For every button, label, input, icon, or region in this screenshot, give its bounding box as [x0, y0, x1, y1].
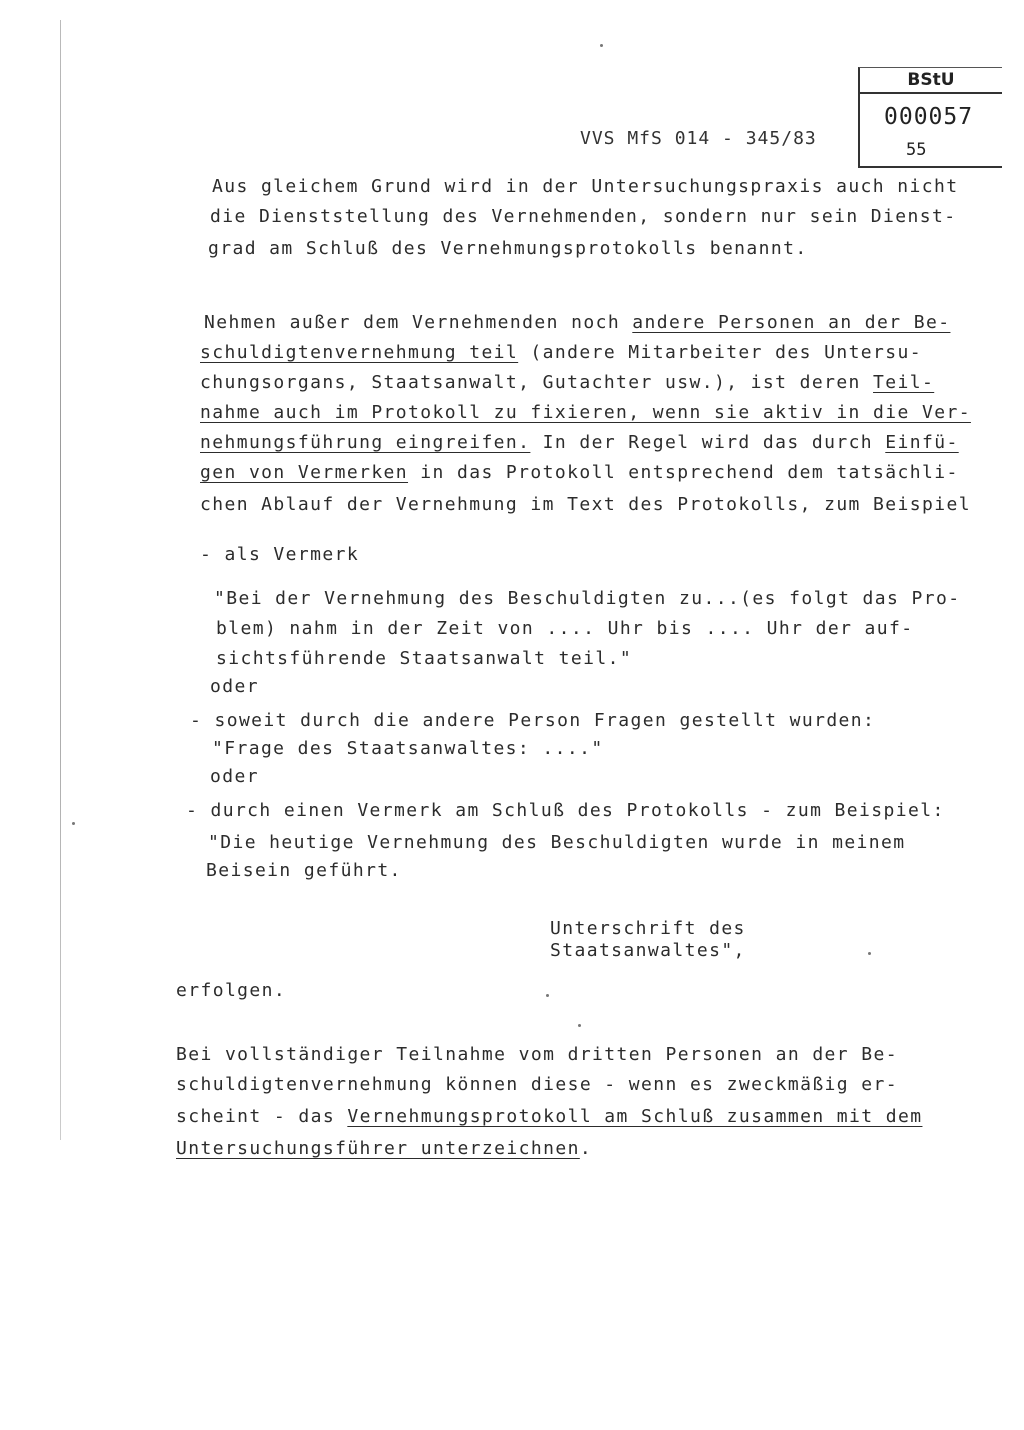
p3-line-2: schuldigtenvernehmung können diese - wenn es zweckmäßig er-: [176, 1074, 898, 1095]
quote1-line-3: sichtsführende Staatsanwalt teil.": [216, 648, 633, 669]
p3-line-3: scheint - das Vernehmungsprotokoll am Schluß zusammen mit dem: [176, 1106, 923, 1127]
scan-speck: [72, 822, 75, 825]
p2-line-4: nahme auch im Protokoll zu fixieren, wenn sie aktiv in die Ver-: [200, 402, 971, 423]
oder-1: oder: [210, 676, 259, 697]
p3-line-1: Bei vollständiger Teilnahme vom dritten Personen an der Be-: [176, 1044, 898, 1065]
erfolgen-text: erfolgen.: [176, 980, 287, 1001]
p2-line-1: Nehmen außer dem Vernehmenden noch andere Personen an der Be-: [204, 312, 951, 333]
scan-speck: [600, 44, 603, 47]
scan-speck: [868, 952, 871, 955]
p2-line-7: chen Ablauf der Vernehmung im Text des Protokolls, zum Beispiel: [200, 494, 971, 515]
p1-line-3: grad am Schluß des Vernehmungsprotokolls benannt.: [208, 238, 808, 259]
p1-line-2: die Dienststellung des Vernehmenden, sondern nur sein Dienst-: [210, 206, 957, 227]
stamp-org: BStU: [860, 68, 1002, 94]
page-edge-line: [60, 20, 61, 1140]
quote3-line-2: Beisein geführt.: [206, 860, 402, 881]
oder-2: oder: [210, 766, 259, 787]
stamp-page-number: 55: [906, 140, 927, 160]
example-item-2: - soweit durch die andere Person Fragen gestellt wurden:: [190, 710, 876, 731]
signature-line-2: Staatsanwaltes",: [550, 940, 746, 961]
p2-line-2: schuldigtenvernehmung teil (andere Mitarbeiter des Untersu-: [200, 342, 922, 363]
scan-speck: [578, 1024, 581, 1027]
p3-line-4: Untersuchungsführer unterzeichnen.: [176, 1138, 593, 1159]
signature-line-1: Unterschrift des: [550, 918, 746, 939]
p2-line-3: chungsorgans, Staatsanwalt, Gutachter usw.), ist deren Teil-: [200, 372, 935, 393]
p2-line-5: nehmungsführung eingreifen. In der Regel wird das durch Einfü-: [200, 432, 959, 453]
p1-line-1: Aus gleichem Grund wird in der Untersuchungspraxis auch nicht: [212, 176, 959, 197]
quote2: "Frage des Staatsanwaltes: ....": [212, 738, 604, 759]
quote1-line-2: blem) nahm in der Zeit von .... Uhr bis .... Uhr der auf-: [216, 618, 914, 639]
archive-stamp: [858, 67, 1002, 168]
example-item-3: - durch einen Vermerk am Schluß des Protokolls - zum Beispiel:: [186, 800, 945, 821]
p2-line-6: gen von Vermerken in das Protokoll entsprechend dem tatsächli-: [200, 462, 959, 483]
document-reference: VVS MfS 014 - 345/83: [580, 128, 817, 149]
example-item-1: - als Vermerk: [200, 544, 360, 565]
scan-speck: [546, 994, 549, 997]
stamp-number: 000057: [884, 104, 974, 130]
quote1-line-1: "Bei der Vernehmung des Beschuldigten zu...(es folgt das Pro-: [214, 588, 961, 609]
quote3-line-1: "Die heutige Vernehmung des Beschuldigten wurde in meinem: [208, 832, 906, 853]
